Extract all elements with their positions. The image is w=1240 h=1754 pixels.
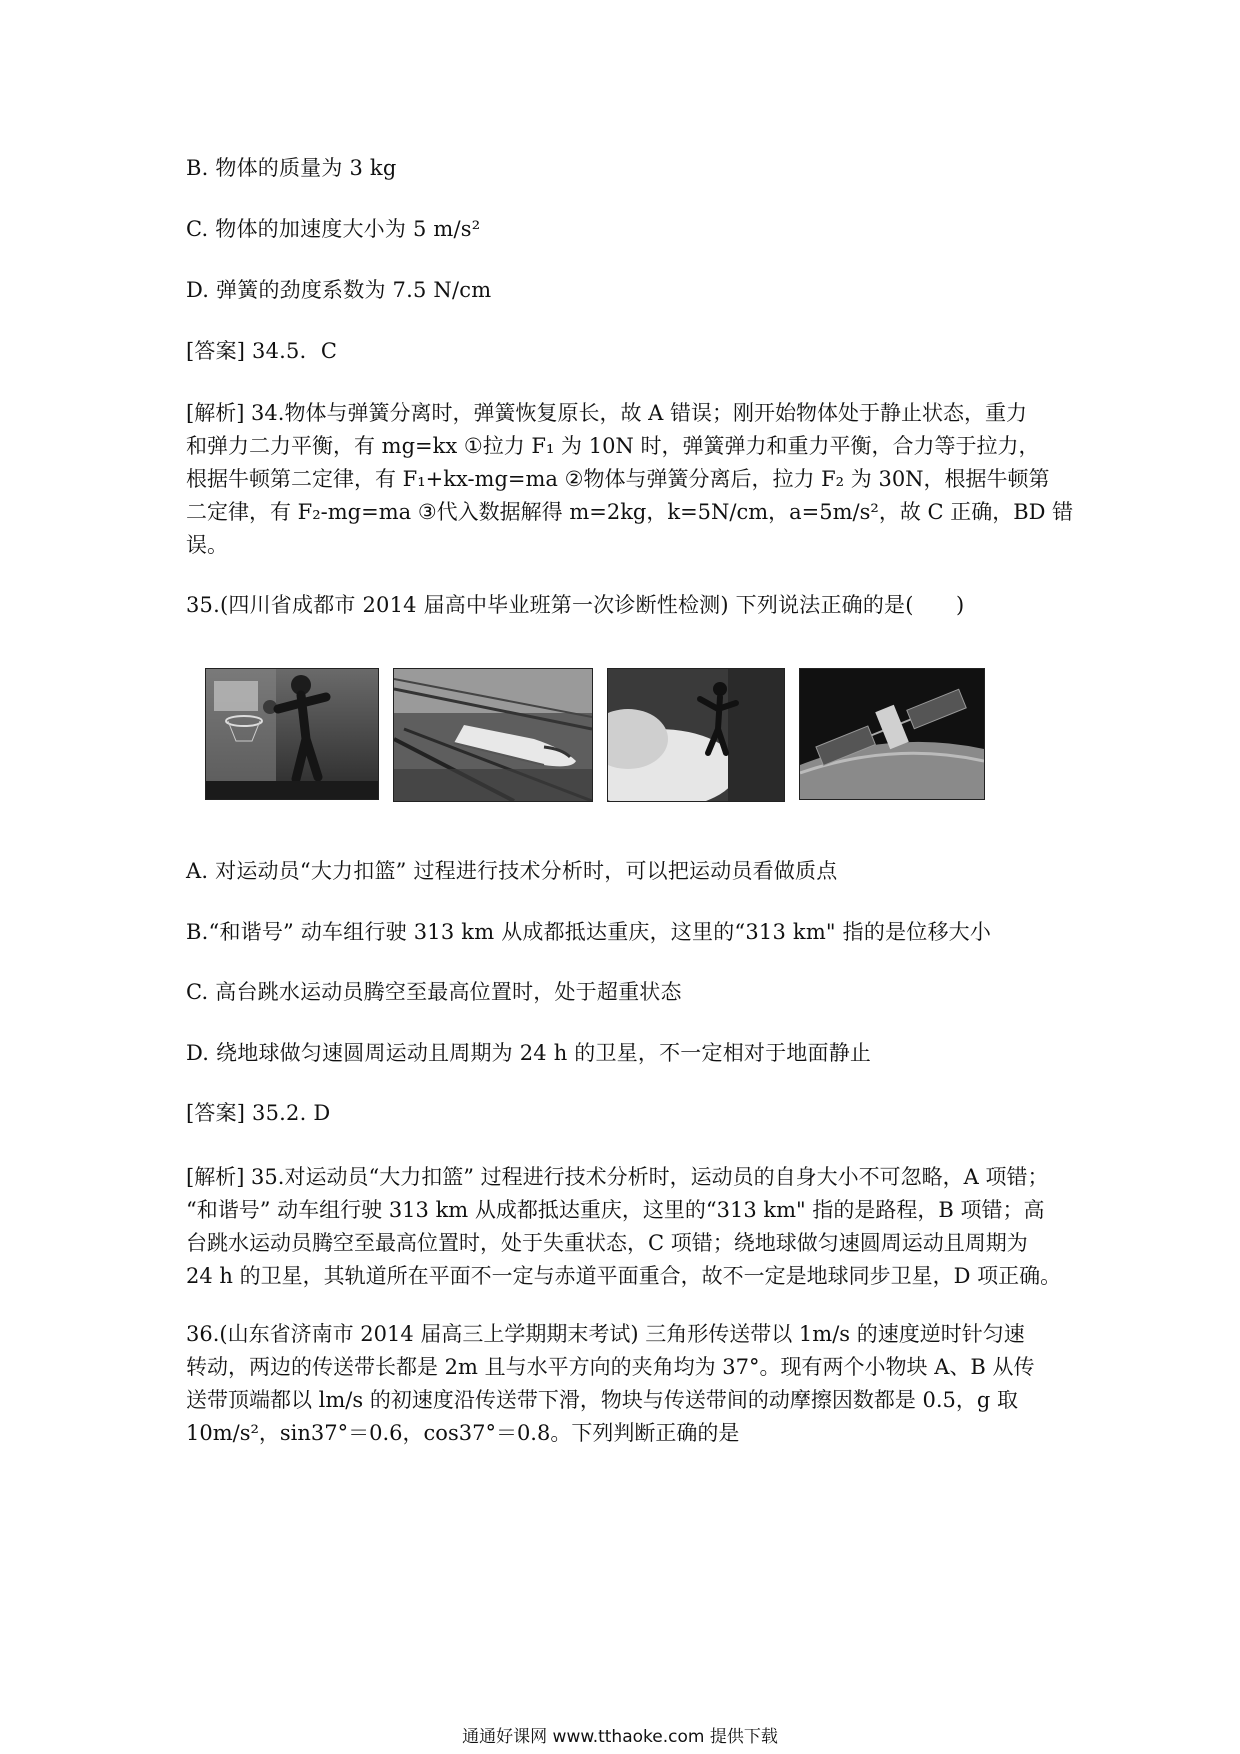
analysis-35-line: [解析] 35.对运动员“大力扣篮” 过程进行技术分析时，运动员的自身大小不可忽略，A 项错；	[186, 1165, 1049, 1189]
high-speed-train-photo	[393, 668, 593, 802]
analysis-34	[186, 397, 1074, 562]
analysis-34-line: 二定律，有 F₂-mg=ma ③代入数据解得 m=2kg，k=5N/cm，a=5m/s²，故 C 正确，BD 错	[186, 500, 1074, 524]
question-35-photos	[205, 668, 1045, 808]
satellite-photo	[799, 668, 985, 800]
option-d-34: D. 弹簧的劲度系数为 7.5 N/cm	[186, 278, 492, 302]
analysis-35	[186, 1161, 1062, 1293]
question-36-line: 36.(山东省济南市 2014 届高三上学期期末考试) 三角形传送带以 1m/s 的速度逆时针匀速	[186, 1322, 1025, 1346]
answer-35: [答案] 35.2. D	[186, 1101, 331, 1125]
page-footer: 通通好课网 www.tthaoke.com 提供下载	[462, 1727, 778, 1747]
answer-34: [答案] 34.5．C	[186, 339, 338, 363]
option-d-35: D. 绕地球做匀速圆周运动且周期为 24 h 的卫星，不一定相对于地面静止	[186, 1041, 872, 1065]
option-c-34: C. 物体的加速度大小为 5 m/s²	[186, 217, 481, 241]
question-36-line: 10m/s²，sin37°＝0.6，cos37°＝0.8。下列判断正确的是	[186, 1421, 740, 1445]
analysis-35-line: 台跳水运动员腾空至最高位置时，处于失重状态，C 项错；绕地球做匀速圆周运动且周期为	[186, 1231, 1028, 1255]
option-b-35: B.“和谐号” 动车组行驶 313 km 从成都抵达重庆，这里的“313 km" 指的是位移大小	[186, 920, 992, 944]
question-36-line: 送带顶端都以 lm/s 的初速度沿传送带下滑，物块与传送带间的动摩擦因数都是 0.5，g 取	[186, 1388, 1019, 1412]
basketball-dunk-photo	[205, 668, 379, 800]
question-35-stem: 35.(四川省成都市 2014 届高中毕业班第一次诊断性检测) 下列说法正确的是( )	[186, 593, 965, 617]
analysis-34-line: 根据牛顿第二定律，有 F₁+kx-mg=ma ②物体与弹簧分离后，拉力 F₂ 为 30N，根据牛顿第	[186, 467, 1050, 491]
option-b-34: B. 物体的质量为 3 kg	[186, 156, 397, 180]
option-c-35: C. 高台跳水运动员腾空至最高位置时，处于超重状态	[186, 980, 682, 1004]
analysis-35-line: “和谐号” 动车组行驶 313 km 从成都抵达重庆，这里的“313 km" 指的是路程，B 项错；高	[186, 1198, 1045, 1222]
question-36-line: 转动，两边的传送带长都是 2m 且与水平方向的夹角均为 37°。现有两个小物块 A、B 从传	[186, 1355, 1035, 1379]
analysis-35-line: 24 h 的卫星，其轨道所在平面不一定与赤道平面重合，故不一定是地球同步卫星，D 项正确。	[186, 1264, 1062, 1288]
analysis-34-line: 和弹力二力平衡，有 mg=kx ①拉力 F₁ 为 10N 时，弹簧弹力和重力平衡，合力等于拉力，	[186, 434, 1040, 458]
high-diving-photo	[607, 668, 785, 802]
question-36	[186, 1318, 1056, 1450]
analysis-34-line: 误。	[186, 533, 228, 557]
analysis-34-line: [解析] 34.物体与弹簧分离时，弹簧恢复原长，故 A 错误；刚开始物体处于静止状态，重力	[186, 401, 1027, 425]
option-a-35: A. 对运动员“大力扣篮” 过程进行技术分析时，可以把运动员看做质点	[186, 859, 838, 883]
